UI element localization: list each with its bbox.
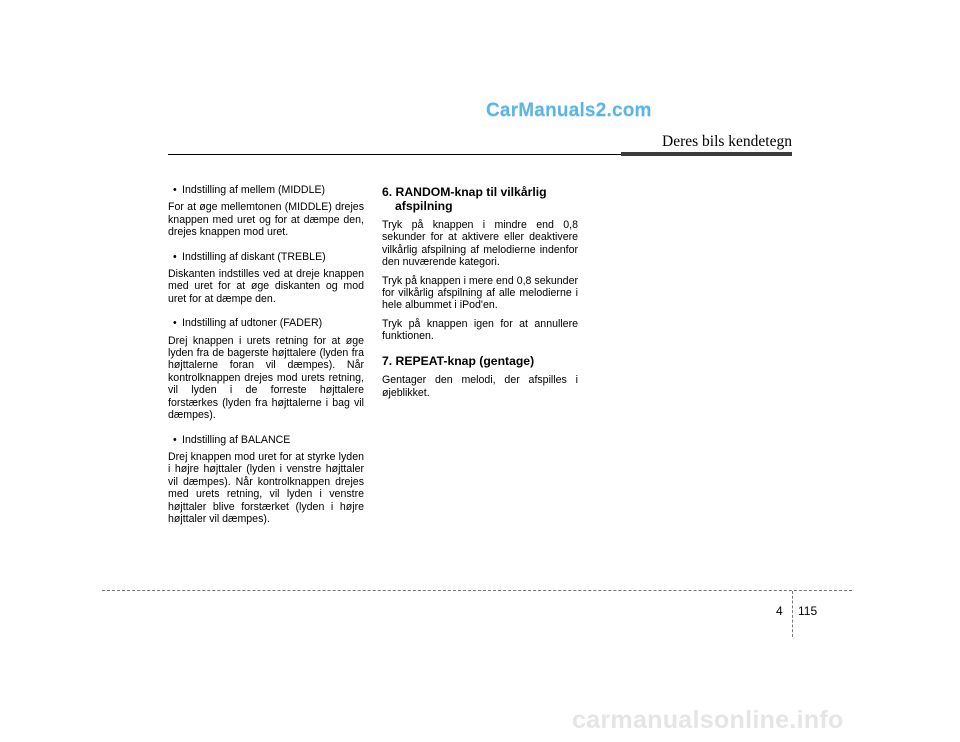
bullet-middle xyxy=(168,184,364,196)
footer-vertical-divider xyxy=(792,591,793,637)
paragraph-treble: Diskanten indstilles ved at dreje knappen med uret for at øge diskanten og mod uret for at dæmpe den. xyxy=(168,268,364,305)
watermark-top-logo: CarManuals2.com xyxy=(486,100,652,121)
item-treble xyxy=(168,251,364,306)
section-6-heading xyxy=(382,186,578,213)
section-6-paragraph-2: Tryk på knappen i mere end 0,8 sekunder for vilkårlig afspilning af alle melodierne i hele albummet i iPod'en. xyxy=(382,274,578,312)
bullet-treble-label: Indstilling af diskant (TREBLE) xyxy=(182,250,326,263)
bullet-treble xyxy=(168,251,364,263)
section-header-title: Deres bils kendetegn xyxy=(662,133,792,150)
section-7-heading: 7. REPEAT-knap (gentage) xyxy=(382,353,535,368)
chapter-number: 4 xyxy=(776,604,783,618)
section-6-paragraph-3: Tryk på knappen igen for at annullere funktionen. xyxy=(382,317,578,343)
paragraph-balance: Drej knappen mod uret for at styrke lyden i højre højttaler (lyden i venstre højttaler vil dæmpes). Når kontrolknappen drejes med urets retning, vil lyden i venstre højttaler blive forstærket (lyden i højre højttaler vil dæmpes). xyxy=(168,450,364,525)
item-balance xyxy=(168,434,364,526)
right-column xyxy=(382,184,578,411)
page-number: 115 xyxy=(798,604,818,618)
bullet-balance xyxy=(168,434,364,446)
section-6-paragraph-1: Tryk på knappen i mindre end 0,8 sekunder for at aktivere eller deaktivere vilkårlig afspilning af melodierne indenfor den nuværende kategori. xyxy=(382,219,578,269)
paragraph-fader: Drej knappen i urets retning for at øge lyden fra de bagerste højttalere (lyden fra højttalerne foran vil dæmpes). Når kontrolknappen drejes mod urets retning, vil lyden i de forreste højttalere forstærkes (lyden fra højttalerne i bag vil dæmpes). xyxy=(168,334,364,422)
bullet-dot-icon: • xyxy=(173,250,177,263)
bullet-fader-label: Indstilling af udtoner (FADER) xyxy=(182,317,323,330)
section-6-heading-line1: 6. RANDOM-knap til vilkårlig xyxy=(382,185,547,199)
bullet-dot-icon: • xyxy=(173,317,177,330)
section-7-paragraph-1: Gentager den melodi, der afspilles i øjeblikket. xyxy=(382,374,578,399)
item-fader xyxy=(168,317,364,421)
item-middle xyxy=(168,184,364,239)
bullet-fader xyxy=(168,317,364,329)
footer-dashed-rule xyxy=(102,590,852,591)
left-column xyxy=(168,184,364,537)
bullet-dot-icon: • xyxy=(173,433,177,446)
header-rule-thick xyxy=(621,152,792,156)
bullet-middle-label: Indstilling af mellem (MIDDLE) xyxy=(182,184,326,196)
bullet-dot-icon: • xyxy=(173,184,177,196)
section-6-heading-line2: afspilning xyxy=(395,198,453,213)
watermark-bottom-logo: carmanualsonline.info xyxy=(572,706,844,734)
bullet-balance-label: Indstilling af BALANCE xyxy=(182,433,291,446)
paragraph-middle: For at øge mellemtonen (MIDDLE) drejes knappen med uret og for at dæmpe den, drejes knappen mod uret. xyxy=(168,201,364,239)
header-rule-thin xyxy=(168,154,623,155)
